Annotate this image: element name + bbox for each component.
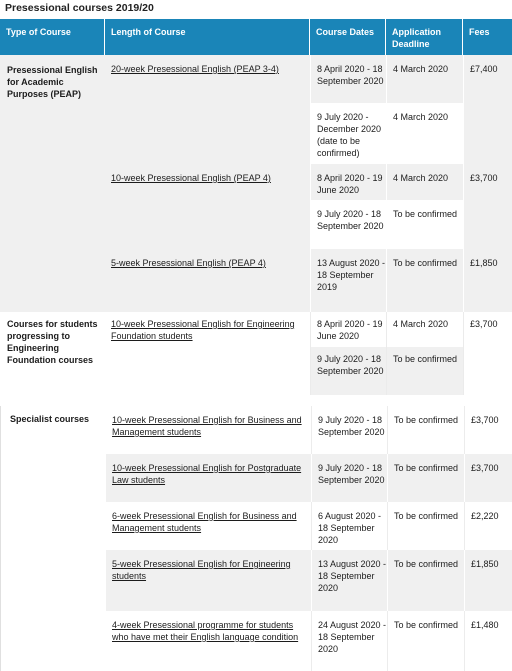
header-length: Length of Course [105,19,310,55]
course-link[interactable]: 10-week Presessional English (PEAP 4) [111,173,271,183]
table-caption: Presessional courses 2019/20 [5,2,154,14]
application-deadline: 4 March 2020 [386,164,463,200]
table-header [0,19,512,55]
application-deadline: 4 March 2020 [386,103,463,164]
table-row [105,249,512,312]
table-row [106,454,512,502]
table-row [105,200,512,249]
course-group-engineering-foundation [0,312,512,395]
application-deadline: To be confirmed [386,200,463,249]
course-fee: £3,700 [464,406,512,454]
header-type: Type of Course [0,19,105,55]
course-fee: £3,700 [463,312,512,347]
application-deadline: To be confirmed [387,550,464,611]
course-dates: 9 July 2020 - December 2020 (date to be confirmed) [310,103,386,164]
course-fee: £1,480 [464,611,512,671]
course-dates: 24 August 2020 - 18 September 2020 [311,611,387,671]
header-dates: Course Dates [310,19,386,55]
application-deadline: To be confirmed [386,249,463,312]
course-fee: £3,700 [464,454,512,502]
course-link[interactable]: 10-week Presessional English for Engineering Foundation students [111,319,295,341]
course-link[interactable]: 10-week Presessional English for Postgraduate Law students [112,463,302,485]
table-row [105,347,512,395]
table-row [105,103,512,164]
application-deadline: To be confirmed [387,502,464,550]
table-row [105,164,512,200]
course-dates: 6 August 2020 - 18 September 2020 [311,502,387,550]
application-deadline: To be confirmed [387,406,464,454]
course-group-specialist [0,406,512,671]
table-row [105,55,512,103]
course-dates: 8 April 2020 - 19 June 2020 [310,312,386,347]
table-row [106,550,512,611]
course-group-peap [0,55,512,312]
application-deadline: To be confirmed [387,611,464,671]
course-fee: £3,700 [463,164,512,200]
course-fee: £1,850 [463,249,512,312]
course-type: Courses for students progressing to Engineering Foundation courses [7,319,98,365]
course-link-empty [105,103,310,164]
course-fee [463,103,512,164]
course-link[interactable]: 6-week Presessional English for Business and Management students [112,511,297,533]
table-row [105,312,512,347]
application-deadline: To be confirmed [386,347,463,395]
course-link[interactable]: 5-week Presessional English for Engineering students [112,559,291,581]
course-link[interactable]: 20-week Presessional English (PEAP 3-4) [111,64,279,74]
course-dates: 9 July 2020 - 18 September 2020 [310,200,386,249]
course-dates: 8 April 2020 - 19 June 2020 [310,164,386,200]
course-dates: 8 April 2020 - 18 September 2020 [310,55,386,103]
course-dates: 9 July 2020 - 18 September 2020 [311,454,387,502]
course-fee [463,347,512,395]
course-fee [463,200,512,249]
course-fee: £7,400 [463,55,512,103]
course-link[interactable]: 10-week Presessional English for Business and Management students [112,415,302,437]
course-link-empty [105,200,310,249]
course-type: Specialist courses [10,414,90,424]
course-dates: 13 August 2020 - 18 September 2019 [310,249,386,312]
course-fee: £2,220 [464,502,512,550]
header-fees: Fees [469,27,490,37]
course-dates: 9 July 2020 - 18 September 2020 [310,347,386,395]
application-deadline: 4 March 2020 [386,312,463,347]
course-link-empty [105,347,310,395]
application-deadline: To be confirmed [387,454,464,502]
course-link[interactable]: 5-week Presessional English (PEAP 4) [111,258,266,268]
table-row [106,406,512,454]
application-deadline: 4 March 2020 [386,55,463,103]
course-type: Presessional English for Academic Purposes (PEAP) [7,65,98,99]
table-row [106,611,512,671]
header-deadline: Application Deadline [386,19,463,55]
course-fee: £1,850 [464,550,512,611]
course-dates: 13 August 2020 - 18 September 2020 [311,550,387,611]
course-link[interactable]: 4-week Presessional programme for students who have met their English language condition [112,620,299,642]
table-row [106,502,512,550]
course-dates: 9 July 2020 - 18 September 2020 [311,406,387,454]
